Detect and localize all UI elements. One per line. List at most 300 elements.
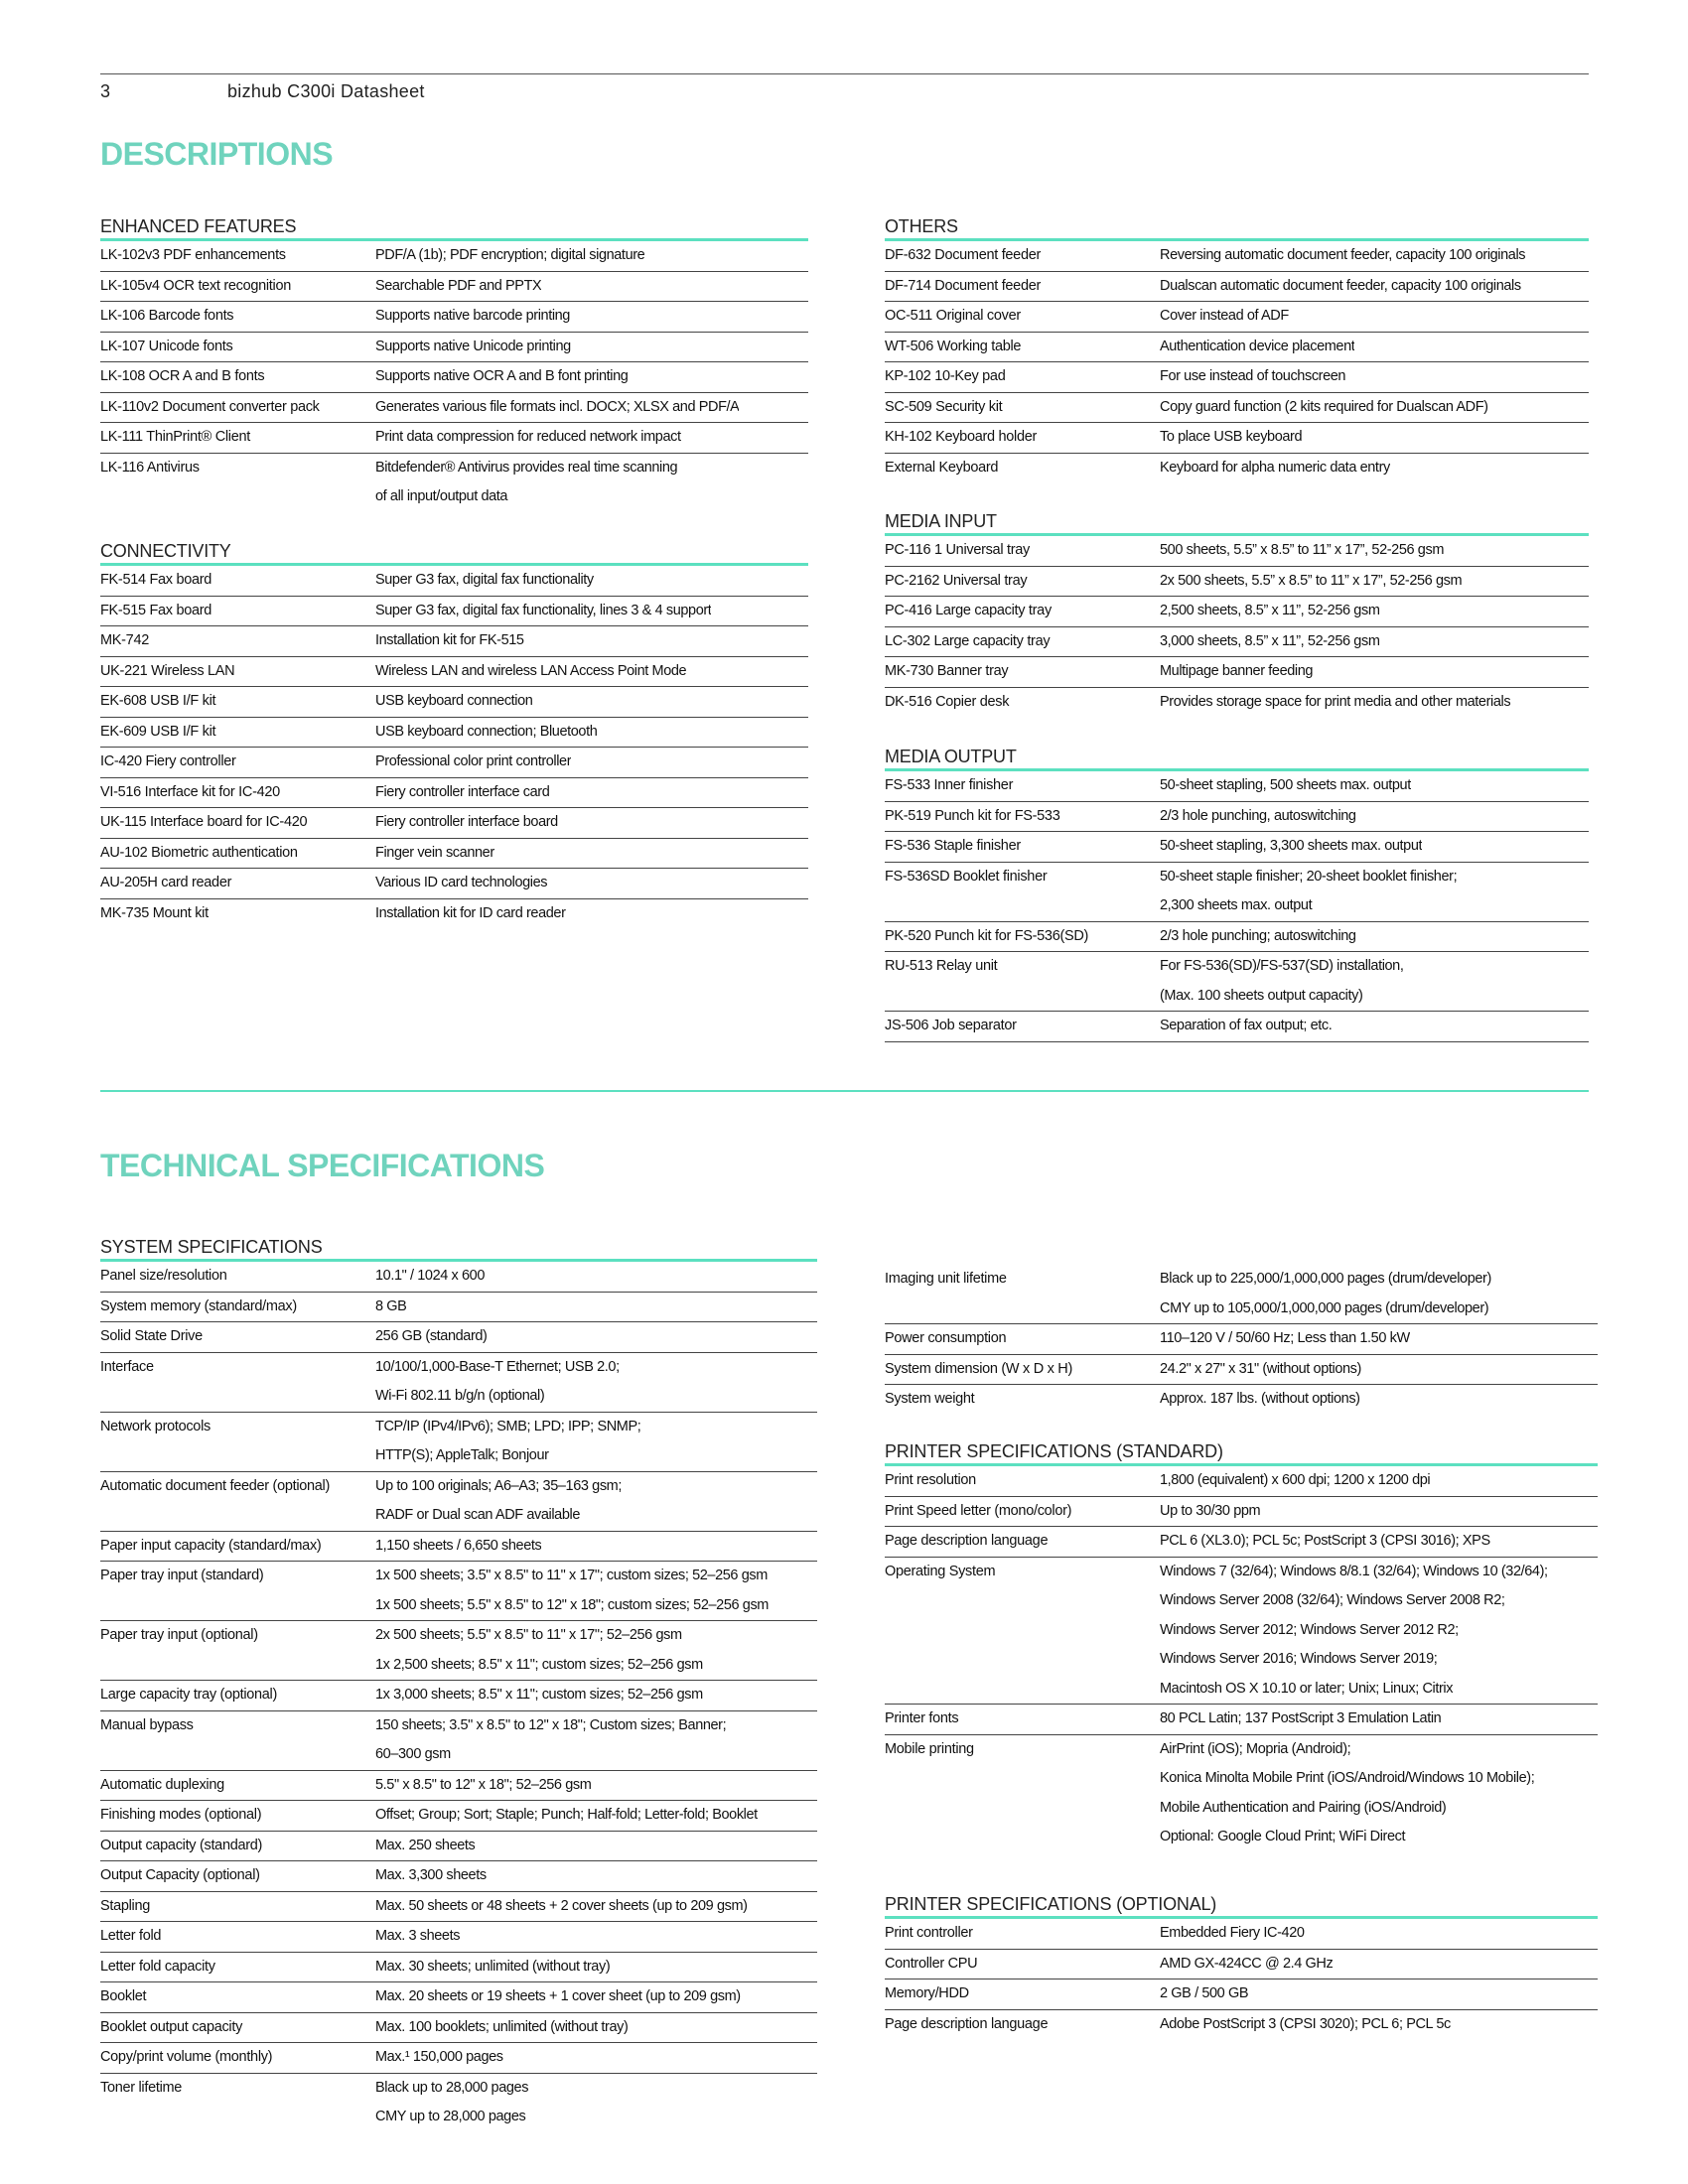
spec-label: Printer fonts <box>885 1710 959 1726</box>
spec-value-line: For FS-536(SD)/FS-537(SD) installation, <box>1160 958 1404 974</box>
spec-label: PK-519 Punch kit for FS-533 <box>885 807 1060 824</box>
spec-row <box>100 748 808 778</box>
spec-label: Imaging unit lifetime <box>885 1271 1007 1287</box>
spec-row <box>885 1466 1598 1497</box>
spec-value-line: Adobe PostScript 3 (CPSI 3020); PCL 6; PCL 5c <box>1160 2015 1451 2032</box>
spec-value <box>1160 536 1444 566</box>
spec-label: EK-608 USB I/F kit <box>100 693 216 709</box>
spec-value <box>1160 802 1356 832</box>
spec-value <box>1160 1012 1332 1041</box>
spec-value-line: PDF/A (1b); PDF encryption; digital signature <box>375 247 645 263</box>
spec-value <box>375 778 549 808</box>
spec-row <box>885 597 1589 627</box>
spec-value <box>1160 863 1457 921</box>
spec-label: UK-221 Wireless LAN <box>100 662 235 679</box>
spec-label: FK-515 Fax board <box>100 602 212 618</box>
spec-row <box>100 1293 817 1323</box>
spec-row <box>100 1353 817 1413</box>
spec-row <box>100 302 808 333</box>
spec-value <box>375 597 711 626</box>
spec-row <box>100 1413 817 1472</box>
spec-row <box>100 1322 817 1353</box>
spec-label: FK-514 Fax board <box>100 572 212 588</box>
spec-value <box>1160 1466 1430 1496</box>
spec-row <box>885 1950 1598 1980</box>
spec-value <box>375 1532 541 1562</box>
spec-label: MK-735 Mount kit <box>100 904 209 921</box>
section-connectivity <box>100 539 808 928</box>
spec-value-line: Mobile Authentication and Pairing (iOS/Android) <box>1160 1799 1447 1816</box>
descriptions-heading: DESCRIPTIONS <box>100 136 334 172</box>
spec-row <box>100 718 808 749</box>
spec-row <box>885 657 1589 688</box>
spec-value-line: Windows Server 2012; Windows Server 2012 R2; <box>1160 1621 1459 1638</box>
section-media-output <box>885 745 1589 1042</box>
spec-value <box>375 241 644 271</box>
spec-row <box>100 1681 817 1711</box>
spec-value-line: 2/3 hole punching, autoswitching <box>1160 807 1356 824</box>
spec-label: DF-632 Document feeder <box>885 247 1042 263</box>
spec-label: Output capacity (standard) <box>100 1837 263 1853</box>
spec-value-line: 24.2" x 27" x 31" (without options) <box>1160 1360 1361 1377</box>
page-number: 3 <box>100 81 111 101</box>
spec-value <box>375 1771 591 1801</box>
spec-value <box>375 333 571 362</box>
spec-label: PK-520 Punch kit for FS-536(SD) <box>885 927 1089 944</box>
spec-row <box>885 771 1589 802</box>
spec-label: FS-536SD Booklet finisher <box>885 868 1048 885</box>
spec-row <box>100 1562 817 1621</box>
spec-value <box>375 1861 487 1891</box>
spec-value <box>1160 1950 1333 1979</box>
spec-value <box>1160 1385 1360 1415</box>
section-printer-specifications-standard <box>885 1439 1598 1852</box>
spec-value-line: Fiery controller interface board <box>375 814 558 830</box>
spec-label: Copy/print volume (monthly) <box>100 2049 273 2065</box>
document-title: bizhub C300i Datasheet <box>227 81 425 101</box>
spec-value-line: HTTP(S); AppleTalk; Bonjour <box>375 1447 549 1463</box>
spec-value-line: 1x 500 sheets; 5.5" x 8.5" to 12" x 18"; custom sizes; 52–256 gsm <box>375 1596 769 1613</box>
spec-label: SC-509 Security kit <box>885 398 1003 415</box>
spec-label: PC-416 Large capacity tray <box>885 603 1052 618</box>
spec-row <box>885 1979 1598 2010</box>
spec-label: Panel size/resolution <box>100 1268 227 1284</box>
spec-value-line: 110–120 V / 50/60 Hz; Less than 1.50 kW <box>1160 1330 1410 1346</box>
spec-row <box>100 1982 817 2013</box>
spec-value <box>375 1922 460 1952</box>
spec-value <box>1160 1558 1548 1705</box>
spec-value-line: Supports native Unicode printing <box>375 338 571 354</box>
spec-row <box>885 362 1589 393</box>
spec-label: Paper input capacity (standard/max) <box>100 1537 322 1554</box>
spec-row <box>100 839 808 870</box>
spec-value <box>1160 657 1313 687</box>
spec-label: LK-102v3 PDF enhancements <box>100 247 286 263</box>
spec-value-line: 256 GB (standard) <box>375 1328 488 1344</box>
spec-value-line: Generates various file formats incl. DOCX; XLSX and PDF/A <box>375 398 740 415</box>
spec-row <box>885 627 1589 658</box>
spec-value <box>1160 567 1462 597</box>
spec-value <box>375 657 686 687</box>
spec-value-line: TCP/IP (IPv4/IPv6); SMB; LPD; IPP; SNMP; <box>375 1418 641 1434</box>
spec-label: LK-110v2 Document converter pack <box>100 398 320 415</box>
spec-label: Page description language <box>885 2015 1049 2032</box>
spec-label: Automatic document feeder (optional) <box>100 1477 330 1494</box>
spec-value-line: CMY up to 105,000/1,000,000 pages (drum/developer) <box>1160 1299 1489 1316</box>
section-title: MEDIA OUTPUT <box>885 745 1589 771</box>
spec-value-line: PCL 6 (XL3.0); PCL 5c; PostScript 3 (CPSI 3016); XPS <box>1160 1533 1490 1549</box>
spec-label: Booklet output capacity <box>100 2018 243 2035</box>
spec-value <box>375 1953 610 1982</box>
spec-label: PC-2162 Universal tray <box>885 572 1028 589</box>
spec-label: Solid State Drive <box>100 1328 203 1344</box>
spec-row <box>100 1953 817 1983</box>
spec-label: LC-302 Large capacity tray <box>885 632 1051 649</box>
spec-label: DK-516 Copier desk <box>885 693 1010 710</box>
spec-row <box>885 454 1589 483</box>
spec-value-line: 2 GB / 500 GB <box>1160 1985 1249 2001</box>
spec-value-line: RADF or Dual scan ADF available <box>375 1507 580 1523</box>
spec-value-line: CMY up to 28,000 pages <box>375 2109 526 2124</box>
spec-value <box>375 2074 528 2132</box>
spec-row <box>885 1012 1589 1042</box>
spec-label: Mobile printing <box>885 1740 974 1757</box>
spec-value-line: Windows Server 2016; Windows Server 2019; <box>1160 1651 1438 1667</box>
spec-value <box>375 687 532 717</box>
spec-label: AU-102 Biometric authentication <box>100 844 298 861</box>
spec-label: Page description language <box>885 1533 1049 1549</box>
spec-value-line: Finger vein scanner <box>375 844 494 861</box>
spec-value <box>1160 302 1289 332</box>
spec-row <box>100 869 808 899</box>
spec-value-line: 60–300 gsm <box>375 1746 451 1762</box>
spec-row <box>100 1262 817 1293</box>
spec-value-line: Max. 30 sheets; unlimited (without tray) <box>375 1958 611 1975</box>
spec-row <box>100 454 808 512</box>
spec-label: EK-609 USB I/F kit <box>100 723 216 740</box>
spec-label: LK-105v4 OCR text recognition <box>100 277 291 294</box>
spec-row <box>100 1472 817 1532</box>
spec-label: LK-107 Unicode fonts <box>100 338 233 354</box>
spec-value <box>1160 688 1510 718</box>
spec-value-line: Up to 100 originals; A6–A3; 35–163 gsm; <box>375 1477 622 1494</box>
spec-label: Paper tray input (standard) <box>100 1568 264 1583</box>
spec-label: LK-108 OCR A and B fonts <box>100 368 265 384</box>
spec-value-line: 500 sheets, 5.5” x 8.5” to 11” x 17”, 52-256 gsm <box>1160 542 1445 558</box>
spec-label: AU-205H card reader <box>100 875 232 890</box>
spec-row <box>885 1385 1598 1415</box>
spec-label: System dimension (W x D x H) <box>885 1360 1072 1377</box>
spec-value <box>375 899 566 929</box>
spec-value <box>375 1681 703 1710</box>
spec-value-line: Fiery controller interface card <box>375 783 550 800</box>
spec-value <box>375 393 739 423</box>
spec-row <box>100 1922 817 1953</box>
spec-value-line: Installation kit for ID card reader <box>375 904 566 921</box>
spec-value-line: Provides storage space for print media and other materials <box>1160 693 1511 710</box>
spec-value-line: Wi-Fi 802.11 b/g/n (optional) <box>375 1388 545 1404</box>
header-rule <box>100 73 1589 74</box>
spec-label: FS-533 Inner finisher <box>885 777 1014 793</box>
section-printer-specifications-optional <box>885 1892 1598 2039</box>
spec-row <box>885 1324 1598 1355</box>
spec-value <box>1160 922 1356 952</box>
spec-value <box>1160 832 1422 862</box>
spec-value-line: Black up to 28,000 pages <box>375 2079 529 2096</box>
spec-label: Booklet <box>100 1988 147 2004</box>
section-title: PRINTER SPECIFICATIONS (STANDARD) <box>885 1439 1598 1466</box>
spec-value <box>375 1801 758 1831</box>
spec-value-line: AirPrint (iOS); Mopria (Android); <box>1160 1740 1351 1757</box>
spec-value-line: Windows Server 2008 (32/64); Windows Server 2008 R2; <box>1160 1592 1505 1608</box>
spec-label: Network protocols <box>100 1418 211 1434</box>
spec-value <box>1160 362 1345 392</box>
spec-value <box>375 718 597 748</box>
spec-row <box>100 808 808 839</box>
spec-label: RU-513 Relay unit <box>885 958 998 974</box>
spec-value-line: 1,800 (equivalent) x 600 dpi; 1200 x 1200 dpi <box>1160 1472 1431 1488</box>
spec-value-line: 80 PCL Latin; 137 PostScript 3 Emulation Latin <box>1160 1710 1442 1726</box>
spec-value-line: Up to 30/30 ppm <box>1160 1502 1261 1519</box>
spec-label: System weight <box>885 1391 975 1407</box>
spec-label: VI-516 Interface kit for IC-420 <box>100 783 280 800</box>
spec-value <box>375 1413 640 1471</box>
spec-value <box>1160 2010 1451 2040</box>
section-title: OTHERS <box>885 214 1589 241</box>
spec-row <box>885 567 1589 598</box>
spec-value <box>1160 1355 1361 1385</box>
spec-value <box>375 302 570 332</box>
spec-value <box>375 423 681 453</box>
spec-row <box>885 1919 1598 1950</box>
spec-value-line: Multipage banner feeding <box>1160 663 1314 679</box>
spec-row <box>100 272 808 303</box>
spec-row <box>100 566 808 597</box>
spec-value-line: Max. 3 sheets <box>375 1928 461 1944</box>
spec-label: Large capacity tray (optional) <box>100 1687 277 1703</box>
spec-row <box>885 1558 1598 1706</box>
spec-row <box>100 657 808 688</box>
spec-label: Print Speed letter (mono/color) <box>885 1502 1072 1519</box>
spec-value-line: 2x 500 sheets, 5.5” x 8.5” to 11” x 17”, 52-256 gsm <box>1160 572 1463 589</box>
spec-value <box>1160 454 1390 483</box>
spec-row <box>100 2074 817 2132</box>
spec-row <box>885 1705 1598 1735</box>
spec-row <box>100 1801 817 1832</box>
spec-value <box>375 748 571 777</box>
section-system-specifications-continued <box>885 1265 1598 1415</box>
spec-label: FS-536 Staple finisher <box>885 838 1021 854</box>
section-title: ENHANCED FEATURES <box>100 214 808 241</box>
spec-value-line: 10.1" / 1024 x 600 <box>375 1268 486 1284</box>
spec-value-line: 8 GB <box>375 1297 407 1314</box>
spec-row <box>885 922 1589 953</box>
spec-value-line: For use instead of touchscreen <box>1160 368 1346 384</box>
spec-value-line: 2,500 sheets, 8.5” x 11”, 52-256 gsm <box>1160 603 1380 618</box>
spec-label: Print resolution <box>885 1472 976 1488</box>
spec-value <box>375 1262 485 1292</box>
spec-value <box>1160 333 1354 362</box>
spec-row <box>100 423 808 454</box>
spec-row <box>100 899 808 929</box>
spec-label: MK-742 <box>100 632 149 648</box>
spec-value-line: Print data compression for reduced network impact <box>375 429 681 445</box>
spec-value-line: 1x 2,500 sheets; 8.5" x 11"; custom sizes; 52–256 gsm <box>375 1656 703 1673</box>
spec-value <box>375 839 494 869</box>
spec-row <box>885 802 1589 833</box>
spec-value-line: Max. 3,300 sheets <box>375 1867 487 1883</box>
spec-row <box>100 393 808 424</box>
spec-value <box>1160 423 1302 453</box>
spec-row <box>100 1532 817 1563</box>
spec-row <box>885 241 1589 272</box>
spec-label: Paper tray input (optional) <box>100 1627 258 1643</box>
spec-row <box>885 1735 1598 1852</box>
spec-value <box>1160 771 1411 801</box>
spec-label: Manual bypass <box>100 1716 194 1733</box>
spec-row <box>100 626 808 657</box>
spec-row <box>885 1265 1598 1324</box>
spec-label: UK-115 Interface board for IC-420 <box>100 814 308 830</box>
spec-row <box>885 688 1589 718</box>
spec-row <box>885 536 1589 567</box>
spec-label: JS-506 Job separator <box>885 1018 1017 1033</box>
spec-row <box>885 832 1589 863</box>
spec-value-line: Bitdefender® Antivirus provides real time scanning <box>375 459 678 476</box>
section-title: MEDIA INPUT <box>885 509 1589 536</box>
spec-label: IC-420 Fiery controller <box>100 753 236 769</box>
spec-value-line: Max. 250 sheets <box>375 1837 476 1853</box>
spec-value <box>1160 1919 1305 1949</box>
spec-value-line: 3,000 sheets, 8.5” x 11”, 52-256 gsm <box>1160 632 1380 649</box>
spec-label: WT-506 Working table <box>885 338 1022 354</box>
spec-value-line: Cover instead of ADF <box>1160 308 1289 324</box>
spec-row <box>100 333 808 363</box>
spec-row <box>885 1355 1598 1386</box>
spec-value-line: Black up to 225,000/1,000,000 pages (drum/developer) <box>1160 1271 1491 1287</box>
spec-value-line: 50-sheet stapling, 3,300 sheets max. output <box>1160 838 1423 854</box>
spec-value-line: 2,300 sheets max. output <box>1160 897 1313 913</box>
spec-value-line: Max. 50 sheets or 48 sheets + 2 cover sheets (up to 209 gsm) <box>375 1897 748 1914</box>
spec-value-line: of all input/output data <box>375 488 508 504</box>
spec-row <box>885 952 1589 1012</box>
spec-label: Letter fold capacity <box>100 1958 215 1975</box>
spec-value-line: Authentication device placement <box>1160 338 1355 354</box>
spec-value-line: Keyboard for alpha numeric data entry <box>1160 459 1390 476</box>
spec-row <box>100 778 808 809</box>
spec-value-line: Approx. 187 lbs. (without options) <box>1160 1391 1360 1407</box>
spec-label: Automatic duplexing <box>100 1776 224 1793</box>
spec-label: Print controller <box>885 1925 973 1941</box>
spec-row <box>885 1497 1598 1528</box>
spec-row <box>885 272 1589 303</box>
section-system-specifications <box>100 1235 817 2132</box>
spec-value-line: 2x 500 sheets; 5.5" x 8.5" to 11" x 17"; 52–256 gsm <box>375 1627 682 1643</box>
spec-value-line: USB keyboard connection; Bluetooth <box>375 723 598 740</box>
spec-label: DF-714 Document feeder <box>885 277 1042 294</box>
spec-label: KH-102 Keyboard holder <box>885 429 1037 445</box>
spec-value <box>1160 1265 1491 1323</box>
section-title: SYSTEM SPECIFICATIONS <box>100 1235 817 1262</box>
spec-value-line: Supports native barcode printing <box>375 308 570 324</box>
spec-value-line: Installation kit for FK-515 <box>375 632 524 648</box>
spec-row <box>885 393 1589 424</box>
spec-value-line: Windows 7 (32/64); Windows 8/8.1 (32/64); Windows 10 (32/64); <box>1160 1563 1548 1579</box>
spec-label: Letter fold <box>100 1928 162 1944</box>
spec-label: LK-106 Barcode fonts <box>100 308 234 324</box>
spec-row <box>885 302 1589 333</box>
section-title: PRINTER SPECIFICATIONS (OPTIONAL) <box>885 1892 1598 1919</box>
spec-row <box>100 1711 817 1771</box>
spec-value-line: 1x 500 sheets; 3.5" x 8.5" to 11" x 17"; custom sizes; 52–256 gsm <box>375 1568 768 1583</box>
spec-value <box>375 454 677 512</box>
spec-value-line: Copy guard function (2 kits required for Dualscan ADF) <box>1160 398 1488 415</box>
spec-value <box>1160 393 1488 423</box>
spec-value-line: 1x 3,000 sheets; 8.5" x 11"; custom sizes; 52–256 gsm <box>375 1687 703 1703</box>
spec-value <box>375 1293 406 1322</box>
spec-value-line: 10/100/1,000-Base-T Ethernet; USB 2.0; <box>375 1358 620 1375</box>
spec-value <box>375 1353 620 1412</box>
spec-value-line: Offset; Group; Sort; Staple; Punch; Half-fold; Letter-fold; Booklet <box>375 1807 758 1823</box>
spec-row <box>885 423 1589 454</box>
spec-value <box>375 1832 475 1861</box>
spec-value-line: Embedded Fiery IC-420 <box>1160 1925 1305 1941</box>
spec-value-line: Searchable PDF and PPTX <box>375 277 542 294</box>
spec-value-line: 50-sheet stapling, 500 sheets max. output <box>1160 777 1411 793</box>
spec-row <box>885 333 1589 363</box>
spec-value-line: Optional: Google Cloud Print; WiFi Direct <box>1160 1829 1406 1844</box>
spec-value-line: 5.5" x 8.5" to 12" x 18"; 52–256 gsm <box>375 1776 592 1793</box>
spec-value <box>1160 1324 1410 1354</box>
spec-value <box>375 566 594 596</box>
spec-value <box>375 362 628 392</box>
spec-value <box>375 808 558 838</box>
spec-value-line: Supports native OCR A and B font printing <box>375 368 629 384</box>
spec-row <box>100 597 808 627</box>
spec-value-line: Separation of fax output; etc. <box>1160 1018 1333 1033</box>
spec-value <box>375 2043 503 2073</box>
spec-row <box>100 362 808 393</box>
spec-value <box>1160 241 1525 271</box>
spec-value <box>375 1711 726 1770</box>
spec-value-line: Max. 100 booklets; unlimited (without tray) <box>375 2018 629 2035</box>
spec-row <box>100 1832 817 1862</box>
spec-value <box>375 626 524 656</box>
spec-value-line: Macintosh OS X 10.10 or later; Unix; Linux; Citrix <box>1160 1680 1454 1697</box>
spec-row <box>100 2043 817 2074</box>
spec-value <box>375 1322 488 1352</box>
spec-value-line: Max.¹ 150,000 pages <box>375 2049 503 2065</box>
spec-label: External Keyboard <box>885 459 999 476</box>
spec-row <box>100 687 808 718</box>
section-others <box>885 214 1589 482</box>
spec-label: Memory/HDD <box>885 1985 969 2001</box>
spec-row <box>100 1621 817 1681</box>
spec-value-line: To place USB keyboard <box>1160 429 1303 445</box>
section-enhanced-features <box>100 214 808 512</box>
spec-value <box>375 2013 628 2043</box>
spec-label: PC-116 1 Universal tray <box>885 542 1030 558</box>
section-divider <box>100 1090 1589 1092</box>
spec-label: Toner lifetime <box>100 2079 183 2096</box>
spec-label: MK-730 Banner tray <box>885 663 1009 679</box>
spec-row <box>100 241 808 272</box>
spec-value-line: (Max. 100 sheets output capacity) <box>1160 987 1363 1004</box>
spec-row <box>885 863 1589 922</box>
spec-value-line: Max. 20 sheets or 19 sheets + 1 cover sheet (up to 209 gsm) <box>375 1988 741 2004</box>
spec-value-line: Dualscan automatic document feeder, capacity 100 originals <box>1160 277 1521 294</box>
spec-label: OC-511 Original cover <box>885 308 1021 324</box>
